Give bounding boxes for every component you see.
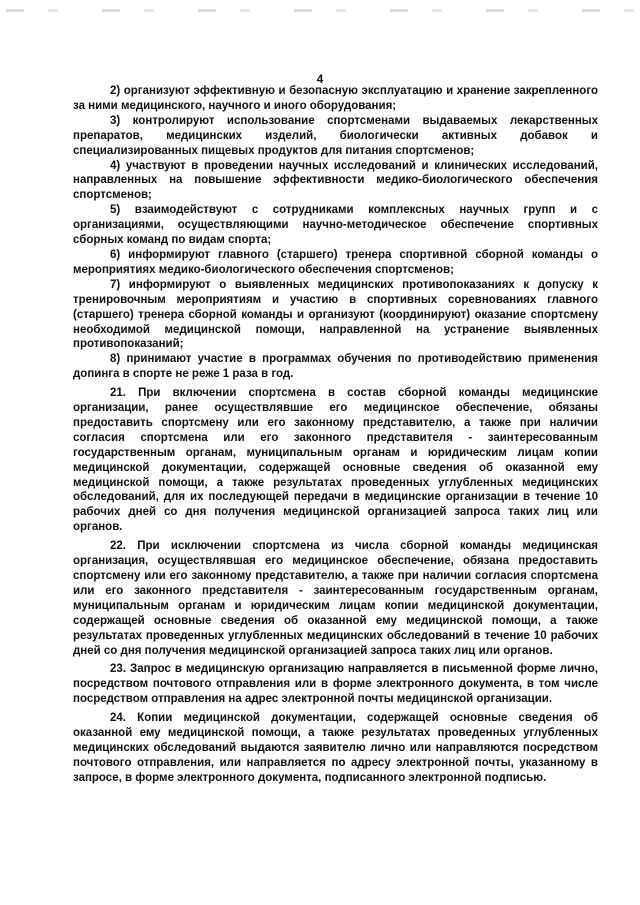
- paragraph-item-5: 5) взаимодействуют с сотрудниками комплексных научных групп и с организациями, осуществляющими научно-методическое обеспечение спортивных сборных команд по видам спорта;: [73, 204, 598, 247]
- paragraph-item-4: 4) участвуют в проведении научных исследований и клинических исследований, направленных на повышение эффективности медико-биологического обеспечения спортсменов;: [73, 159, 598, 202]
- page-number: 4: [316, 72, 324, 86]
- scan-edge-artifact: [6, 9, 634, 12]
- paragraph-item-3: 3) контролируют использование спортсменами выдаваемых лекарственных препаратов, медицинских изделий, биологически активных добавок и специализированных пищевых продуктов для питания спортсменов;: [73, 114, 598, 157]
- paragraph-clause-23: 23. Запрос в медицинскую организацию направляется в письменной форме лично, посредством почтового отправления или в форме электронного документа, в том числе посредством отправления на адрес электронной почты медицинской организации.: [73, 663, 598, 706]
- paragraph-item-2: 2) организуют эффективную и безопасную эксплуатацию и хранение закрепленного за ними медицинского, научного и иного оборудования;: [73, 85, 598, 112]
- paragraph-item-6: 6) информируют главного (старшего) тренера спортивной сборной команды о мероприятиях медико-биологического обеспечения спортсменов;: [73, 248, 598, 276]
- paragraph-clause-21: 21. При включении спортсмена в состав сборной команды медицинские организации, ранее осуществлявшие его медицинское обеспечение, обязаны предоставить спортсмену или его законному представителю, а также при наличии согласия спортсмена или его законного представителя - заинтересованным государственным органам, муниципальным органам и юридическим лицам копии медицинской документации, содержащей основные сведения об оказанной ему медицинской помощи, а также результатах проведенных углубленных медицинских обследований, для их последующей передачи в медицинские организации в течение 10 рабочих дней со дня получения медицинской организацией запроса таких лиц или органов.: [73, 387, 598, 534]
- paragraph-item-8: 8) принимают участие в программах обучения по противодействию применения допинга в спорте не реже 1 раза в год.: [73, 353, 598, 381]
- paragraph-clause-24: 24. Копии медицинской документации, содержащей основные сведения об оказанной ему медицинской помощи, а также результатах проведенных углубленных медицинских обследований выдаются заявителю лично или направляются посредством почтового отправления, или направляется по адресу электронной почты, указанному в запросе, в форме электронного документа, подписанного электронной подписью.: [73, 712, 598, 784]
- paragraph-item-7: 7) информируют о выявленных медицинских противопоказаниях к допуску к тренировочным мероприятиям и участию в спортивных соревнованиях главного (старшего) тренера сборной команды и организуют (координируют) оказание спортсмену необходимой медицинской помощи, направленной на устранение выявленных противопоказаний;: [73, 278, 598, 351]
- paragraph-clause-22: 22. При исключении спортсмена из числа сборной команды медицинская организация, осуществлявшая его медицинское обеспечение, обязана предоставить спортсмену или его законному представителю, а также при наличии согласия спортсмена или его законного представителя - заинтересованным государственным органам, муниципальным органам и юридическим лицам копии медицинской документации, содержащей основные сведения об оказанной ему медицинской помощи, а также результатах проведенных углубленных медицинских обследований в течение 10 рабочих дней со дня получения медицинской организацией запроса таких лиц или органов.: [73, 540, 598, 657]
- document-body: [73, 84, 598, 786]
